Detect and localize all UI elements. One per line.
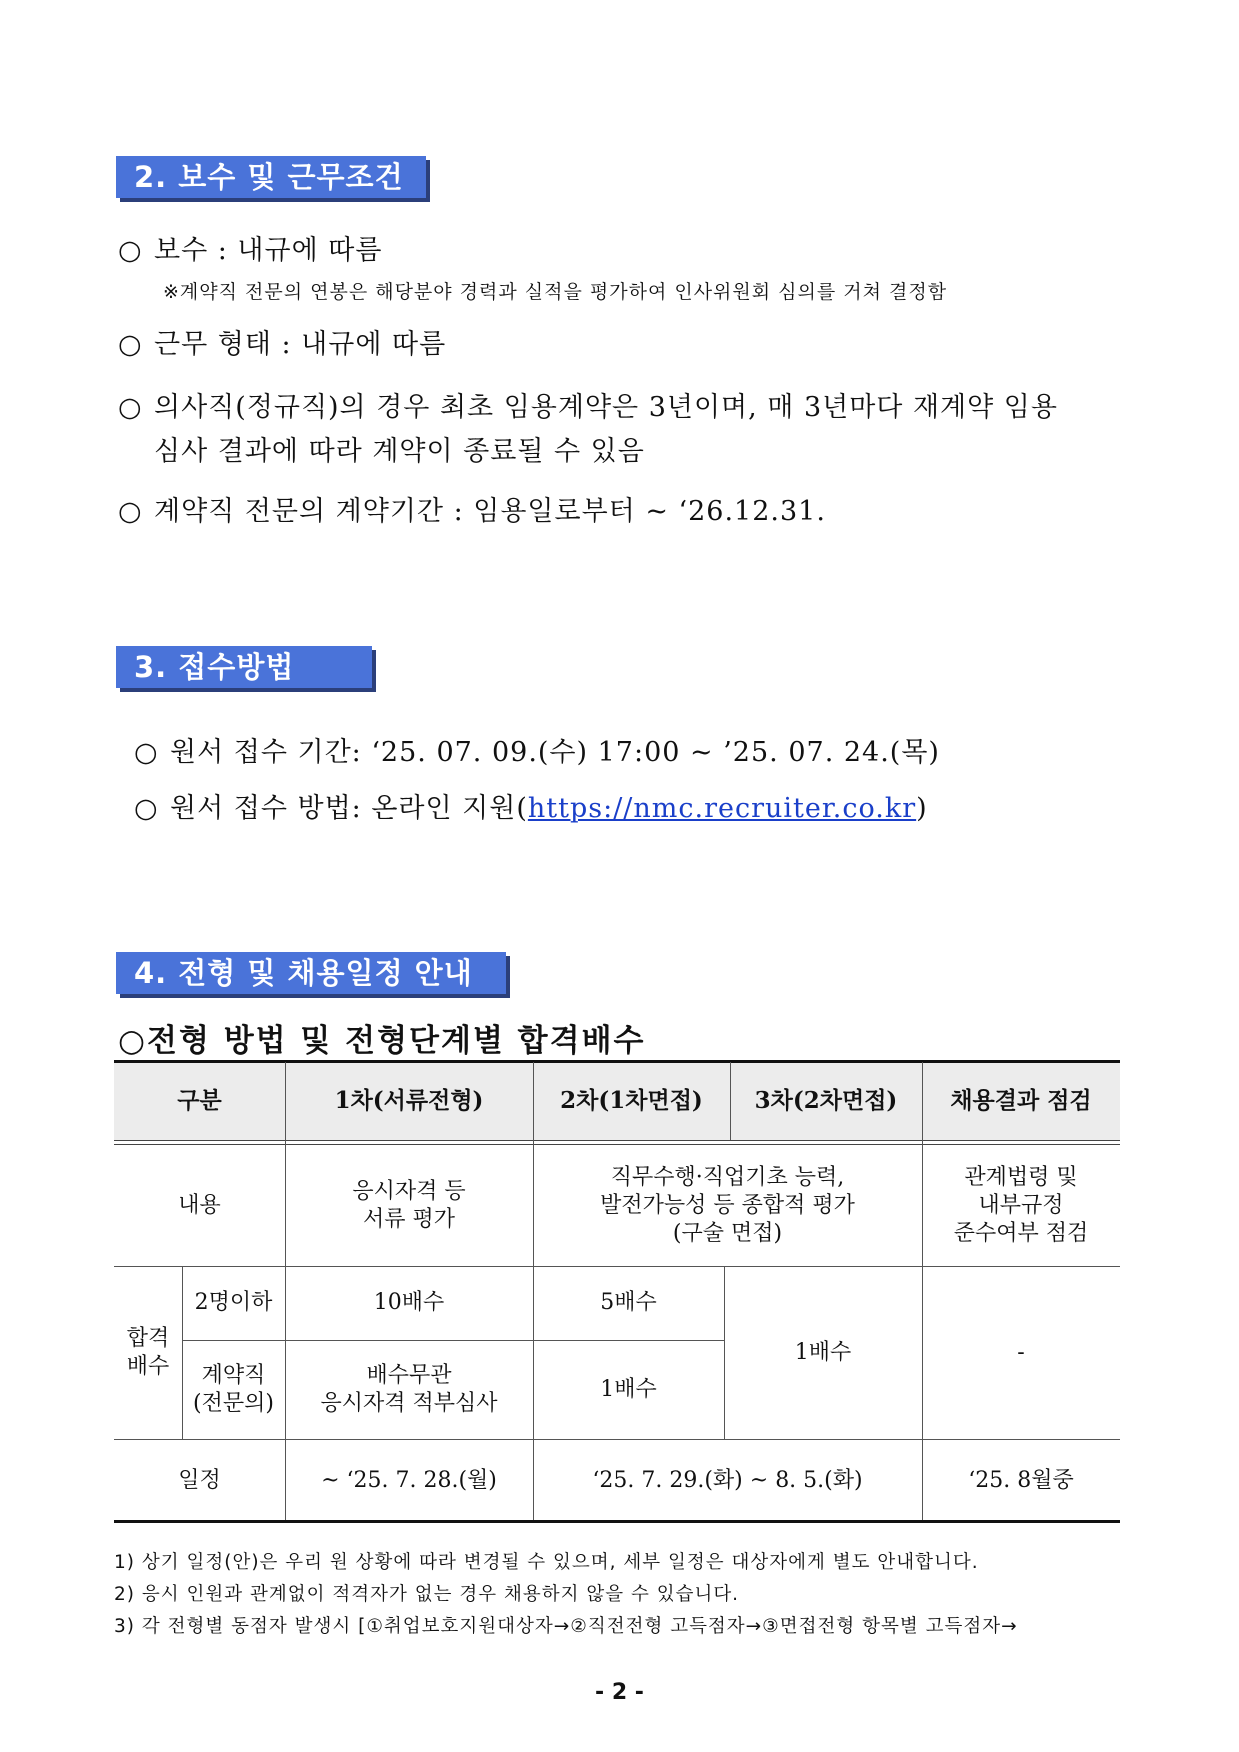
recruit-link[interactable]: https://nmc.recruiter.co.kr	[527, 793, 917, 824]
section2-header: 2. 보수 및 근무조건	[116, 156, 426, 198]
stage1-content-line: 서류 평가	[362, 1206, 455, 1232]
sec2-line-contract	[118, 489, 826, 528]
th-stage2: 2차(1차면접)	[533, 1062, 730, 1140]
pass-b-stage1-line: 응시자격 적부심사	[320, 1390, 498, 1416]
bullet: ○	[118, 235, 143, 266]
row-label-schedule: 일정	[178, 1467, 221, 1493]
pass-b-stage2: 1배수	[600, 1376, 657, 1402]
sec2-line-doctor	[118, 385, 1058, 424]
schedule-interview: ‘25. 7. 29.(화) ~ 8. 5.(화)	[592, 1467, 863, 1493]
header-double-border	[114, 1140, 1120, 1145]
note-2: 2) 응시 인원과 관계없이 적격자가 없는 경우 채용하지 않을 수 있습니다.	[114, 1584, 740, 1605]
row-label-content: 내용	[178, 1192, 221, 1218]
note-1: 1) 상기 일정(안)은 우리 원 상황에 따라 변경될 수 있으며, 세부 일정은 대상자에게 별도 안내합니다.	[114, 1552, 979, 1573]
sec3-line-method	[134, 786, 928, 825]
table-bottom-border	[114, 1520, 1120, 1523]
method-suffix: )	[916, 793, 928, 824]
schedule-stage1: ~ ‘25. 7. 28.(월)	[321, 1467, 497, 1493]
pass-b-label-line: 계약직	[201, 1362, 266, 1388]
table-subtitle: ○전형 방법 및 전형단계별 합격배수	[118, 1023, 646, 1059]
check-content-line: 준수여부 점검	[953, 1220, 1089, 1246]
table-top-border	[114, 1060, 1120, 1063]
contract-text: 계약직 전문의 계약기간 : 임용일로부터 ~ ‘26.12.31.	[154, 496, 826, 527]
work-text: 근무 형태 : 내규에 따름	[154, 329, 447, 360]
doctor-text-2: 심사 결과에 따라 계약이 종료될 수 있음	[154, 436, 645, 467]
pass-label-line: 합격	[126, 1325, 170, 1351]
sec2-line-work	[118, 322, 446, 361]
schedule-check: ‘25. 8월중	[968, 1467, 1074, 1493]
salary-text: 보수 : 내규에 따름	[154, 235, 383, 266]
bullet: ○	[134, 737, 159, 768]
pass-a-stage2: 5배수	[600, 1290, 657, 1315]
salary-note: ※계약직 전문의 연봉은 해당분야 경력과 실적을 평가하여 인사위원회 심의를 거쳐 결정함	[163, 281, 948, 303]
stage1-content	[285, 1145, 533, 1266]
page-number: - 2 -	[595, 1680, 644, 1705]
pass-row-b-label	[182, 1340, 285, 1439]
check-content	[922, 1145, 1120, 1266]
check-content-line: 관계법령 및	[964, 1164, 1078, 1190]
bullet: ○	[118, 496, 143, 527]
section3-header: 3. 접수방법	[116, 646, 372, 688]
section4-header: 4. 전형 및 채용일정 안내	[116, 952, 506, 994]
pass-row-a-label: 2명이하	[194, 1290, 273, 1315]
th-gubun: 구분	[114, 1062, 285, 1140]
interview-content-line: 발전가능성 등 종합적 평가	[600, 1192, 855, 1218]
interview-content-line: 직무수행·직업기초 능력,	[610, 1164, 845, 1190]
pass-stage3: 1배수	[794, 1339, 852, 1365]
sec2-line-salary	[118, 228, 382, 267]
sec3-line-period	[134, 730, 940, 769]
pass-label-line: 배수	[126, 1353, 170, 1379]
sec2-line-doctor-cont	[118, 429, 645, 468]
method-text: 원서 접수 방법: 온라인 지원(	[170, 793, 528, 824]
selection-table	[114, 1060, 1120, 1522]
doctor-text-1: 의사직(정규직)의 경우 최초 임용계약은 3년이며, 매 3년마다 재계약 임용	[154, 392, 1058, 423]
bullet: ○	[118, 392, 143, 423]
bullet: ○	[134, 793, 159, 824]
th-check: 채용결과 점검	[922, 1062, 1120, 1140]
stage1-content-line: 응시자격 등	[352, 1178, 466, 1204]
pass-b-stage1-line: 배수무관	[366, 1362, 452, 1388]
interview-content	[533, 1145, 922, 1266]
pass-check: -	[1017, 1339, 1025, 1365]
bullet: ○	[118, 329, 143, 360]
check-content-line: 내부규정	[978, 1192, 1064, 1218]
pass-a-stage1: 10배수	[373, 1290, 445, 1315]
th-stage1: 1차(서류전형)	[285, 1062, 533, 1140]
note-3: 3) 각 전형별 동점자 발생시 [①취업보호지원대상자→②직전전형 고득점자→③면접전형 항목별 고득점자→	[114, 1616, 1018, 1637]
pass-b-stage1	[285, 1340, 533, 1439]
row-label-pass	[114, 1266, 182, 1439]
interview-content-line: (구술 면접)	[672, 1220, 783, 1246]
th-stage3: 3차(2차면접)	[730, 1062, 922, 1140]
pass-b-label-line: (전문의)	[193, 1390, 274, 1416]
period-text: 원서 접수 기간: ‘25. 07. 09.(수) 17:00 ~ ’25. 07. 24.(목)	[170, 737, 940, 768]
